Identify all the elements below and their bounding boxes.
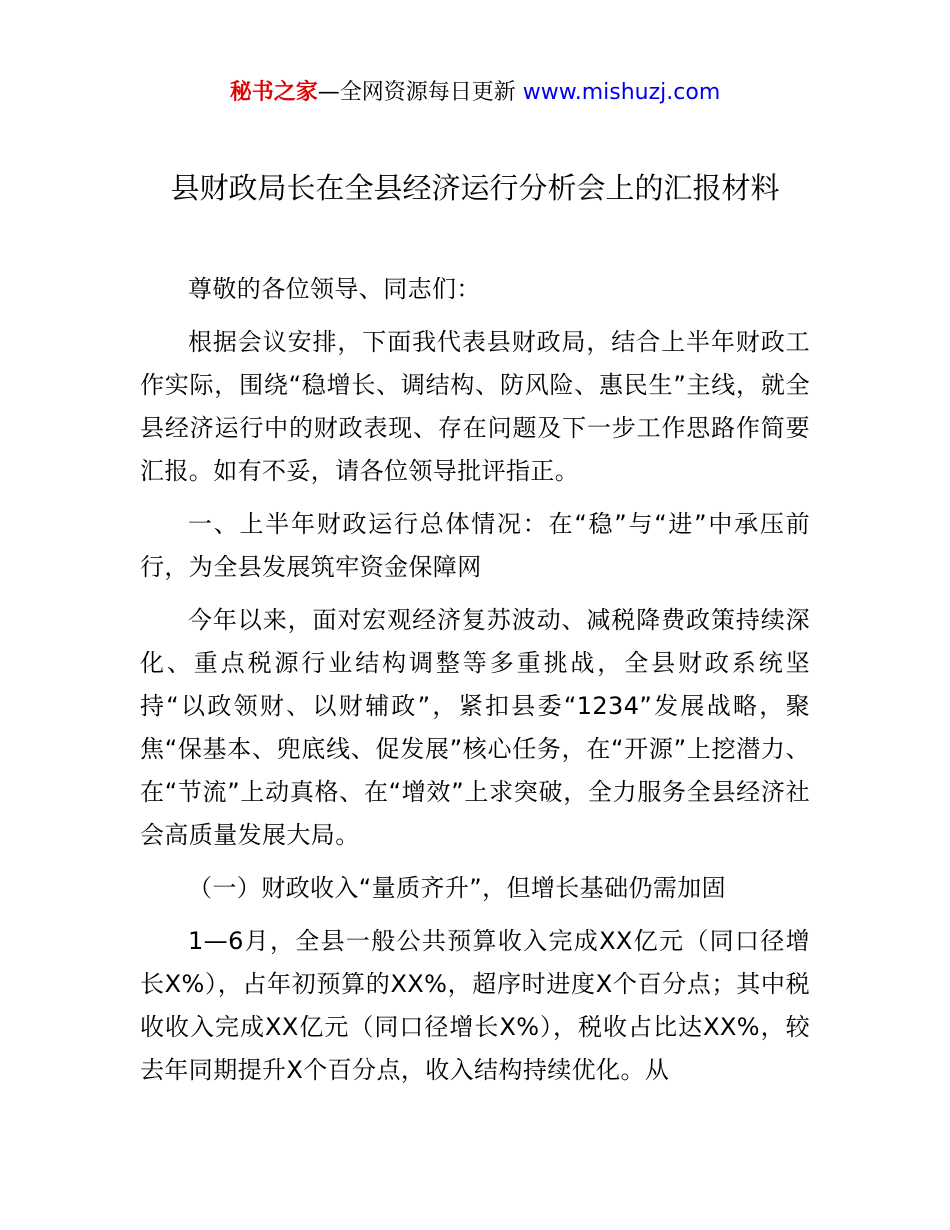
header-tagline: —全网资源每日更新 [317, 80, 516, 105]
document-body [140, 268, 810, 1092]
intro-paragraph: 根据会议安排，下面我代表县财政局，结合上半年财政工作实际，围绕“稳增长、调结构、防风险、惠民生”主线，就全县经济运行中的财政表现、存在问题及下一步工作思路作简要汇报。如有不妥，请各位领导批评指正。 [140, 328, 810, 485]
brand-name: 秘书之家 [229, 80, 318, 105]
subsection-heading: （一）财政收入“量质齐升”，但增长基础仍需加固 [188, 874, 727, 902]
document-title: 县财政局长在全县经济运行分析会上的汇报材料 [170, 171, 780, 205]
salutation: 尊敬的各位领导、同志们： [188, 275, 481, 303]
body-paragraph: 1—6月，全县一般公共预算收入完成XX亿元（同口径增长X%），占年初预算的XX%，超序时进度X个百分点；其中税收收入完成XX亿元（同口径增长X%），税收占比达XX%，较去年同期提升X个百分点，收入结构持续优化。从 [140, 927, 810, 1084]
section-heading: 一、上半年财政运行总体情况：在“稳”与“进”中承压前行，为全县发展筑牢资金保障网 [140, 510, 810, 581]
site-header [0, 76, 950, 110]
body-paragraph: 今年以来，面对宏观经济复苏波动、减税降费政策持续深化、重点税源行业结构调整等多重挑战，全县财政系统坚持“以政领财、以财辅政”，紧扣县委“1234”发展战略，聚焦“保基本、兜底线、促发展”核心任务，在“开源”上挖潜力、在“节流”上动真格、在“增效”上求突破，全力服务全县经济社会高质量发展大局。 [140, 606, 810, 849]
site-link[interactable]: www.mishuzj.com [522, 80, 721, 105]
